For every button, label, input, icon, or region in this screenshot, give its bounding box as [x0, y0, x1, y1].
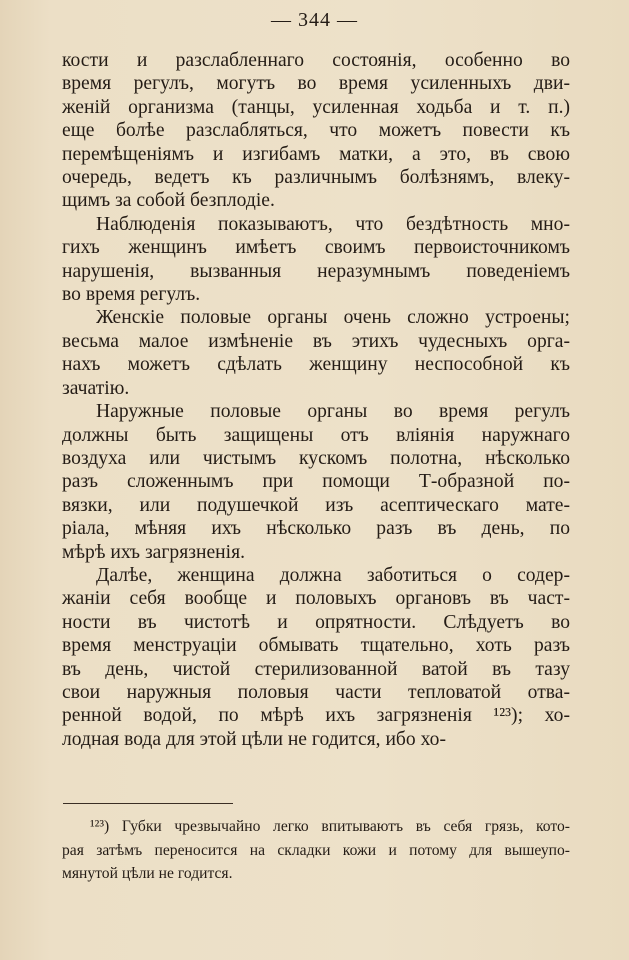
- text-line: воздуха или чистымъ кускомъ полотна, нѣсколько: [62, 447, 570, 469]
- text-line: нарушенія, вызванныя неразумнымъ поведеніемъ: [62, 260, 570, 282]
- footnote-line: мянутой цѣли не годится.: [62, 865, 233, 883]
- paragraph: [62, 306, 570, 400]
- paragraph: [62, 49, 570, 213]
- text-line: время менструаціи обмывать тщательно, хоть разъ: [62, 635, 570, 657]
- text-line: очередь, ведетъ къ различнымъ болѣзнямъ, влеку-: [62, 167, 570, 189]
- text-line: кости и разслабленнаго состоянія, особенно во: [62, 50, 570, 71]
- footnote-rule: [63, 803, 233, 804]
- main-text: [62, 49, 570, 751]
- text-line: нахъ можетъ сдѣлать женщину неспособной къ: [62, 354, 570, 376]
- footnote-line: ¹²³) Губки чрезвычайно легко впитываютъ въ себя грязь, кото-: [90, 818, 570, 835]
- text-line: Наблюденія показываютъ, что бездѣтность мно-: [96, 213, 570, 235]
- text-line: свои наружныя половыя части тепловатой отва-: [62, 681, 570, 703]
- text-line: мѣрѣ ихъ загрязненія.: [62, 541, 245, 563]
- text-line: еще болѣе разслабляться, что можетъ повести къ: [62, 120, 570, 142]
- paragraph: [62, 564, 570, 751]
- text-line: зачатію.: [62, 377, 130, 399]
- text-line: вязки, или подушечкой изъ асептическаго мате-: [62, 494, 570, 516]
- footnote-line: рая затѣмъ переносится на складки кожи и потому для вышеупо-: [62, 841, 570, 859]
- text-line: время регулъ, могутъ во время усиленныхъ дви-: [62, 73, 570, 95]
- footnote: [62, 815, 570, 886]
- text-line: ренной водой, по мѣрѣ ихъ загрязненія ¹²³); хо-: [62, 705, 570, 727]
- text-line: Наружные половые органы во время регулъ: [96, 401, 570, 423]
- text-line: во время регулъ.: [62, 284, 201, 306]
- paragraph: [62, 400, 570, 564]
- text-line: разъ сложеннымъ при помощи Т-образной по-: [62, 471, 570, 493]
- text-line: щимъ за собой безплодіе.: [62, 190, 275, 212]
- text-line: въ день, чистой стерилизованной ватой въ тазу: [62, 658, 570, 680]
- text-line: женій организма (танцы, усиленная ходьба и т. п.): [62, 96, 570, 118]
- text-line: ріала, мѣняя ихъ нѣсколько разъ въ день, по: [62, 518, 570, 540]
- text-line: весьма малое измѣненіе въ этихъ чудесныхъ орга-: [62, 330, 570, 352]
- text-line: лодная вода для этой цѣли не годится, ибо хо-: [62, 728, 446, 750]
- text-line: перемѣщеніямъ и изгибамъ матки, а это, въ свою: [62, 143, 570, 165]
- page-number: — 344 —: [271, 9, 358, 31]
- paragraph: [62, 213, 570, 307]
- text-line: Далѣе, женщина должна заботиться о содер-: [96, 564, 570, 586]
- text-line: гихъ женщинъ имѣетъ своимъ первоисточникомъ: [62, 237, 570, 259]
- text-line: ности въ чистотѣ и опрятности. Слѣдуетъ во: [62, 611, 570, 633]
- text-line: должны быть защищены отъ вліянія наружнаго: [62, 424, 570, 446]
- text-line: жаніи себя вообще и половыхъ органовъ въ част-: [62, 588, 570, 610]
- text-line: Женскіе половые органы очень сложно устроены;: [96, 307, 570, 329]
